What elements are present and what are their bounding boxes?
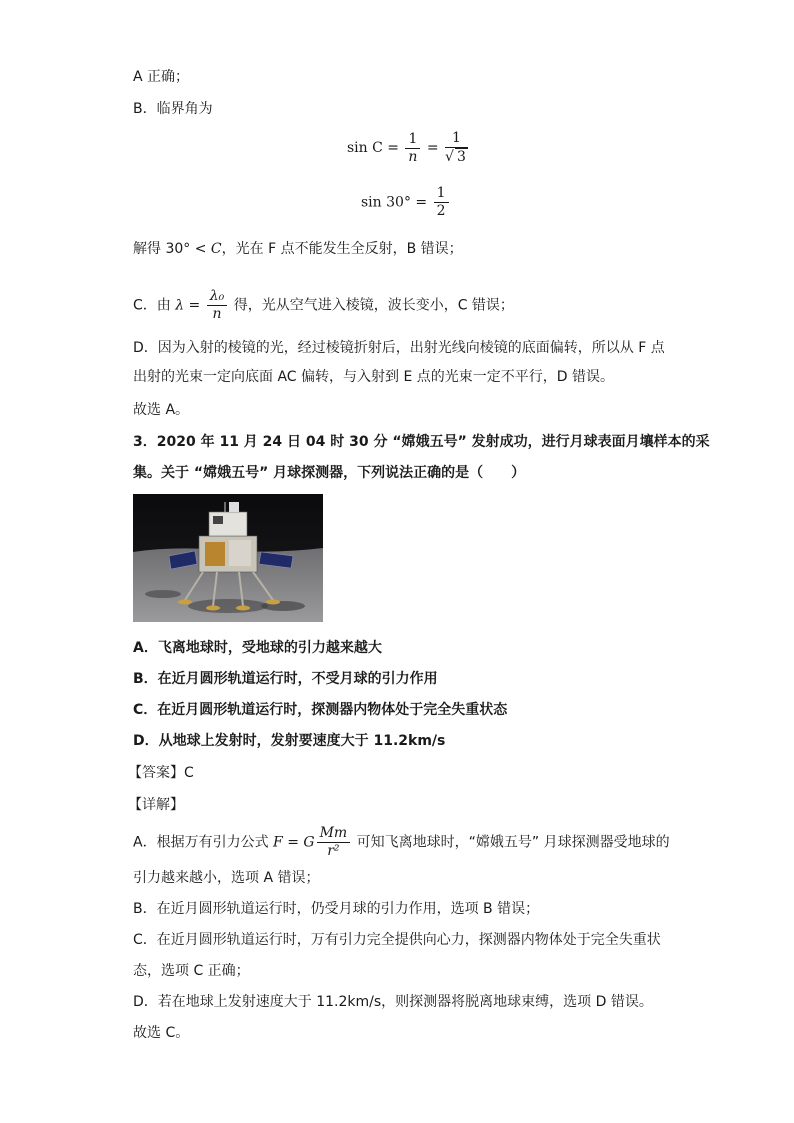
q3-stem-line-1: 3．2020 年 11 月 24 日 04 时 30 分 “嫦娥五号” 发射成功，进行月球表面月壤样本的采 [133, 434, 710, 450]
q3-detail-a-line-2: 引力越来越小，选项 A 错误； [133, 870, 320, 886]
q3-detail-c-line-1: C．在近月圆形轨道运行时，万有引力完全提供向心力，探测器内物体处于完全失重状 [133, 932, 661, 948]
d-line-1: D．因为入射的棱镜的光，经过棱镜折射后，出射光线向棱镜的底面偏转，所以从 F 点 [133, 340, 665, 356]
b-solve-line: 解得 30° < C，光在 F 点不能发生全反射，B 错误； [133, 241, 463, 257]
eq1-lhs: sin C = [347, 140, 404, 156]
eq1-fraction-1: $\frac{1}{n}$ [405, 131, 420, 166]
d-line-2: 出射的光束一定向底面 AC 偏转，与入射到 E 点的光束一定不平行，D 错误。 [133, 369, 614, 385]
equation-sin-30: sin 30° = $\frac{1}{2}$ [361, 185, 451, 220]
q3-detail-title: 【详解】 [128, 797, 184, 813]
choose-a-line: 故选 A。 [133, 402, 190, 418]
lambda-fraction: $\frac{\text{λ₀}}{n}$ [207, 288, 228, 323]
b-critical-angle-line: B．临界角为 [133, 101, 213, 117]
q3-option-a: A．飞离地球时，受地球的引力越来越大 [133, 640, 382, 656]
q3-option-c: C．在近月圆形轨道运行时，探测器内物体处于完全失重状态 [133, 702, 508, 718]
q3-stem-line-2: 集。关于 “嫦娥五号” 月球探测器，下列说法正确的是（ ） [133, 465, 526, 481]
c-wavelength-line: C．由 λ = $\frac{\text{λ₀}}{n}$ 得，光从空气进入棱镜，波长变小，C 错误； [133, 288, 514, 322]
a-correct-line: A 正确； [133, 69, 190, 85]
q3-option-b: B．在近月圆形轨道运行时，不受月球的引力作用 [133, 671, 438, 687]
q3-answer: 【答案】C [128, 765, 194, 781]
q3-detail-d: D．若在地球上发射速度大于 11.2km/s，则探测器将脱离地球束缚，选项 D 错误。 [133, 994, 653, 1010]
q3-detail-c-line-2: 态，选项 C 正确； [133, 963, 250, 979]
lunar-lander-illustration [133, 494, 323, 622]
q3-detail-b: B．在近月圆形轨道运行时，仍受月球的引力作用，选项 B 错误； [133, 901, 540, 917]
gravity-fraction: $\frac{Mm}{\text{r²}}$ [317, 825, 351, 860]
equation-sin-c: sin C = $\frac{1}{n}$ = $\frac{1}{√ 3}$ [347, 130, 466, 165]
eq2-fraction: $\frac{1}{2}$ [434, 185, 449, 220]
lunar-lander-photo [133, 494, 323, 622]
q3-choose-c: 故选 C。 [133, 1025, 190, 1041]
q3-option-d: D．从地球上发射时，发射要速度大于 11.2km/s [133, 733, 446, 749]
q3-detail-a-line-1: A．根据万有引力公式 F = G $\frac{Mm}{\text{r²}}$ 可知飞离地球时，“嫦娥五号” 月球探测器受地球的 [133, 825, 670, 859]
eq1-fraction-2: $\frac{1}{√ 3}$ [445, 130, 466, 165]
